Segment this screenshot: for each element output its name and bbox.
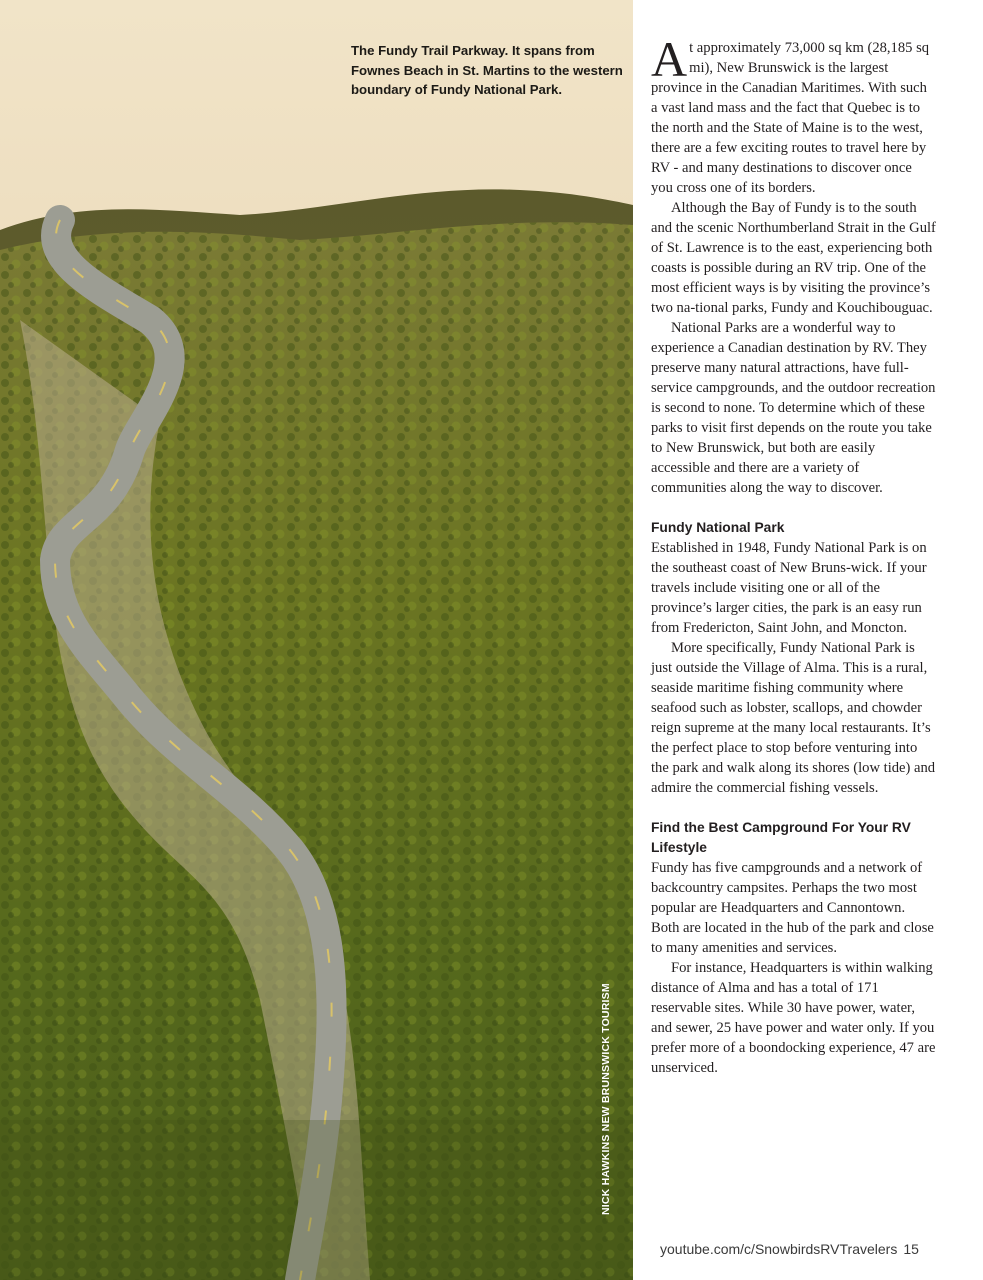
- paragraph-national-parks: National Parks are a wonderful way to experience a Canadian destination by RV. They preserve many natural attractions, have full-service campgrounds, and the outdoor recreation is second to none. To determine which of these parks to visit first depends on the route you take to New Brunswick, but both are easily accessible and there are a variety of communities along the way to discover.: [651, 320, 936, 496]
- paragraph-coasts: Although the Bay of Fundy is to the south and the scenic Northumberland Strait in the Gulf of St. Lawrence is to the east, experiencing both coasts is possible during an RV trip. One of the most efficient ways is by visiting the province’s two na-tional parks, Fundy and Kouchibouguac.: [651, 200, 936, 316]
- page-number: 15: [903, 1241, 919, 1257]
- article-body: [651, 31, 936, 1078]
- intro-paragraph: [651, 31, 936, 198]
- section-gap: [651, 798, 936, 818]
- intro-text: t approximately 73,000 sq km (28,185 sq mi), New Brunswick is the largest province in the Canadian Maritimes. With such a vast land mass and the fact that Quebec is to the north and the State of Maine is to the west, there are a few exciting routes to travel here by RV - and many destinations to discover once you cross one of its borders.: [651, 40, 930, 196]
- photo-caption: The Fundy Trail Parkway. It spans from Fownes Beach in St. Martins to the western boundary of Fundy National Park.: [351, 43, 623, 97]
- page-footer: [660, 1241, 919, 1257]
- section-gap: [651, 498, 936, 518]
- paragraph-campgrounds: Fundy has five campgrounds and a network of backcountry campsites. Perhaps the two most popular are Headquarters and Cannontown. Both are located in the hub of the park and close to many amenities and services.: [651, 860, 934, 956]
- foreground-shadow: [0, 1120, 633, 1280]
- paragraph-established: Established in 1948, Fundy National Park is on the southeast coast of New Bruns-wick. If your travels include visiting one or all of the province’s larger cities, the park is an easy run from Fredericton, Saint John, and Moncton.: [651, 540, 927, 636]
- footer-url: youtube.com/c/SnowbirdsRVTravelers: [660, 1241, 898, 1257]
- heading-best-campground: Find the Best Campground For Your RV Lifestyle: [651, 820, 911, 855]
- paragraph-headquarters: For instance, Headquarters is within walking distance of Alma and has a total of 171 reservable sites. While 30 have power, water, and sewer, 25 have power and water only. If you prefer more of a boondocking experience, 47 are unserviced.: [651, 960, 936, 1076]
- photo-credit: NICK HAWKINS NEW BRUNSWICK TOURISM: [600, 983, 612, 1215]
- drop-cap: A: [651, 31, 688, 87]
- heading-fundy-national-park: Fundy National Park: [651, 520, 785, 535]
- paragraph-alma: More specifically, Fundy National Park is just outside the Village of Alma. This is a rural, seaside maritime fishing community where seafood such as lobster, scallops, and chowder reign supreme at the many local restaurants. It’s the perfect place to stop before venturing into the park and walk along its shores (low tide) and admire the commercial fishing vessels.: [651, 640, 936, 796]
